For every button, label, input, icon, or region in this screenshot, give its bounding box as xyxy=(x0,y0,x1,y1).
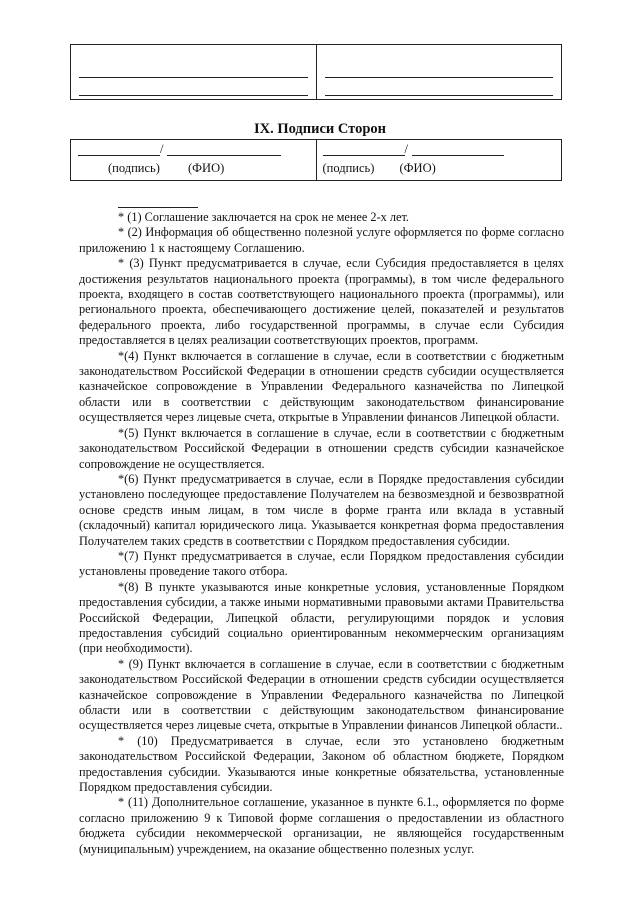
footnote: *(6) Пункт предусматривается в случае, если в Порядке предоставления субсидии установлено последующее предоставление Получателем на безвозмездной и безвозвратной основе средств иным лицам, в том числе в форме гранта или вклада в уставный (складочный) капитал юридического лица. Указывается конкретная форма предоставления Получателем таких средств в соответствии с Порядком предоставления субсидии. xyxy=(79,471,564,548)
name-caption: (ФИО) xyxy=(188,161,225,175)
footnote: * (2) Информация об общественно полезной услуге оформляется по форме согласно приложению 1 к настоящему Соглашению. xyxy=(79,225,564,255)
details-cell-left xyxy=(71,45,317,100)
slash-separator: / xyxy=(404,142,408,156)
name-line xyxy=(167,155,281,156)
footnotes xyxy=(79,210,564,857)
blank-line xyxy=(79,95,308,96)
footnote: *(8) В пункте указываются иные конкретные условия, установленные Порядком предоставления субсидии, а также иными нормативными правовыми актами Правительства Российской Федерации, Липецкой области, регулирующими порядок и условия предоставления субсидий социально ориентированным некоммерческим организациям (при необходимости). xyxy=(79,579,564,656)
blank-line xyxy=(325,95,554,96)
signatures-table xyxy=(70,139,562,181)
footnote: * (9) Пункт включается в соглашение в случае, если в соответствии с бюджетным законодательством Российской Федерации в отношении средств субсидии осуществляется казначейское сопровождение в Управлении Федерального казначейства по Липецкой области или в соответствии с действующим законодательством финансирование осуществляется через лицевые счета, открытые в Управлении финансов Липецкой области.. xyxy=(79,656,564,733)
name-line xyxy=(412,155,504,156)
footnote: *(7) Пункт предусматривается в случае, если Порядком предоставления субсидии установлены проведение такого отбора. xyxy=(79,548,564,579)
footnote: * (10) Предусматривается в случае, если это установлено бюджетным законодательством Российской Федерации, Законом об областном бюджете, Порядком предоставления субсидии. Указываются иные конкретные обязательства, установленные Порядком предоставления субсидии. xyxy=(79,733,564,795)
footnote: * (1) Соглашение заключается на срок не менее 2-х лет. xyxy=(118,210,409,224)
signature-caption: (подпись) xyxy=(322,161,375,175)
name-caption: (ФИО) xyxy=(399,161,436,175)
footnote: * (11) Дополнительное соглашение, указанное в пункте 6.1., оформляется по форме согласно приложению 9 к Типовой форме соглашения о предоставлении из областного бюджета субсидии некоммерческой организации, не являющейся государственным (муниципальным) учреждением, на оказание общественно полезных услуг. xyxy=(79,795,564,856)
slash-separator: / xyxy=(160,142,164,156)
section-title: IX. Подписи Сторон xyxy=(253,121,387,137)
details-table xyxy=(70,44,562,100)
signature-caption: (подпись) xyxy=(108,161,160,175)
signature-cell-left xyxy=(71,140,317,181)
footnote: * (3) Пункт предусматривается в случае, если Субсидия предоставляется в целях достижения результатов национального проекта (программы), в том числе федерального проекта, входящего в состав соответствующего национального проекта (программы), или регионального проекта, обеспечивающего достижение целей, показателей и результатов федерального проекта, либо государственной программы, в случае если Субсидия предоставляется в целях реализации соответствующих проектов, программ. xyxy=(79,256,564,348)
details-cell-right xyxy=(316,45,562,100)
footnote: *(5) Пункт включается в соглашение в случае, если в соответствии с бюджетным законодательством Российской Федерации в отношении средств субсидии казначейское сопровождение не осуществляется. xyxy=(79,425,564,471)
footnote: *(4) Пункт включается в соглашение в случае, если в соответствии с бюджетным законодательством Российской Федерации в отношении средств субсидии осуществляется казначейское сопровождение в Управлении Федерального казначейства по Липецкой области или в соответствии с действующим законодательством финансирование осуществляется через лицевые счета, открытые в Управлении финансов Липецкой области. xyxy=(79,348,564,425)
blank-line xyxy=(325,77,554,78)
signature-line xyxy=(78,155,160,156)
signature-line xyxy=(323,155,405,156)
signature-cell-right xyxy=(316,140,562,181)
footnote-separator xyxy=(118,207,198,208)
blank-line xyxy=(79,77,308,78)
